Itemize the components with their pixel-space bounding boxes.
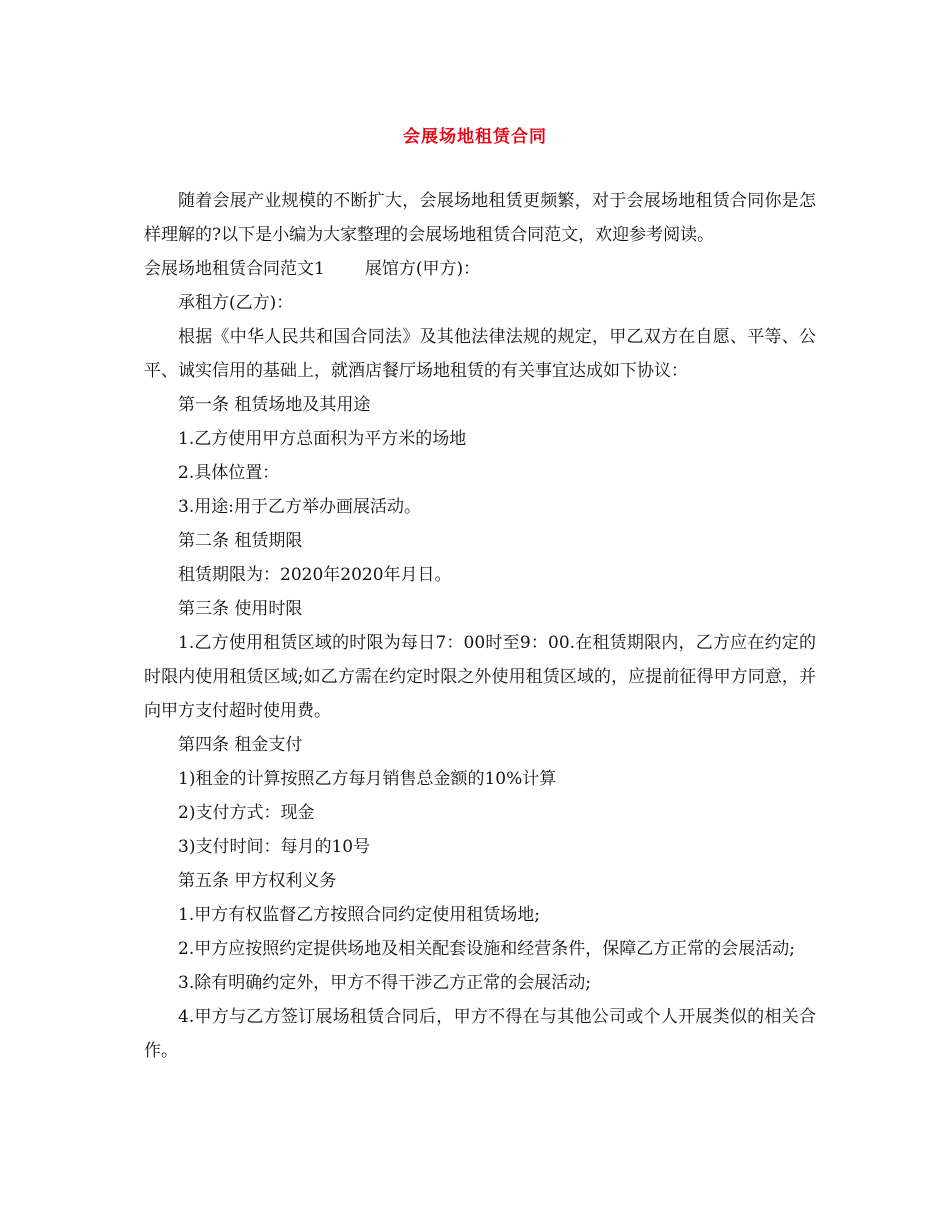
article-4-item-1: 1)租金的计算按照乙方每月销售总金额的10%计算 [178,769,557,789]
article-5-item-2: 2.甲方应按照约定提供场地及相关配套设施和经营条件，保障乙方正常的会展活动; [178,939,795,959]
article-5-item-4: 4.甲方与乙方签订展场租赁合同后，甲方不得在与其他公司或个人开展类似的相关合作。 [144,1007,816,1061]
intro-paragraph: 随着会展产业规模的不断扩大，会展场地租赁更频繁，对于会展场地租赁合同你是怎样理解的?以下是小编为大家整理的会展场地租赁合同范文，欢迎参考阅读。 [144,191,816,245]
article-2-title: 第二条 租赁期限 [178,531,303,551]
article-1-item-3: 3.用途:用于乙方举办画展活动。 [178,497,421,517]
article-1-title: 第一条 租赁场地及其用途 [178,395,371,415]
document-title: 会展场地租赁合同 [403,127,547,147]
party-b-label: 承租方(乙方)： [178,293,294,313]
article-3-item-1: 1.乙方使用租赁区域的时限为每日7：00时至9：00.在租赁期限内，乙方应在约定的时限内使用租赁区域;如乙方需在约定时限之外使用租赁区域的，应提前征得甲方同意，并向甲方支付超时使用费。 [144,633,816,721]
article-3-title: 第三条 使用时限 [178,599,303,619]
article-5-title: 第五条 甲方权利义务 [178,871,337,891]
party-a-label: 展馆方(甲方)： [364,259,481,279]
article-2-item-1: 租赁期限为：2020年2020年月日。 [178,565,452,585]
article-5-item-3: 3.除有明确约定外，甲方不得干涉乙方正常的会展活动; [178,973,591,993]
sample-heading-line [144,252,816,286]
article-5-item-1: 1.甲方有权监督乙方按照合同约定使用租赁场地; [178,905,540,925]
article-4-item-2: 2)支付方式：现金 [178,803,315,823]
article-4-title: 第四条 租金支付 [178,735,303,755]
preamble-paragraph: 根据《中华人民共和国合同法》及其他法律法规的规定，甲乙双方在自愿、平等、公平、诚实信用的基础上，就酒店餐厅场地租赁的有关事宜达成如下协议： [144,327,816,381]
article-4-item-3: 3)支付时间：每月的10号 [178,837,371,857]
sample-heading: 会展场地租赁合同范文1 [144,259,325,279]
article-1-item-2: 2.具体位置： [178,463,280,483]
document-body [144,184,816,1068]
article-1-item-1: 1.乙方使用甲方总面积为平方米的场地 [178,429,467,449]
